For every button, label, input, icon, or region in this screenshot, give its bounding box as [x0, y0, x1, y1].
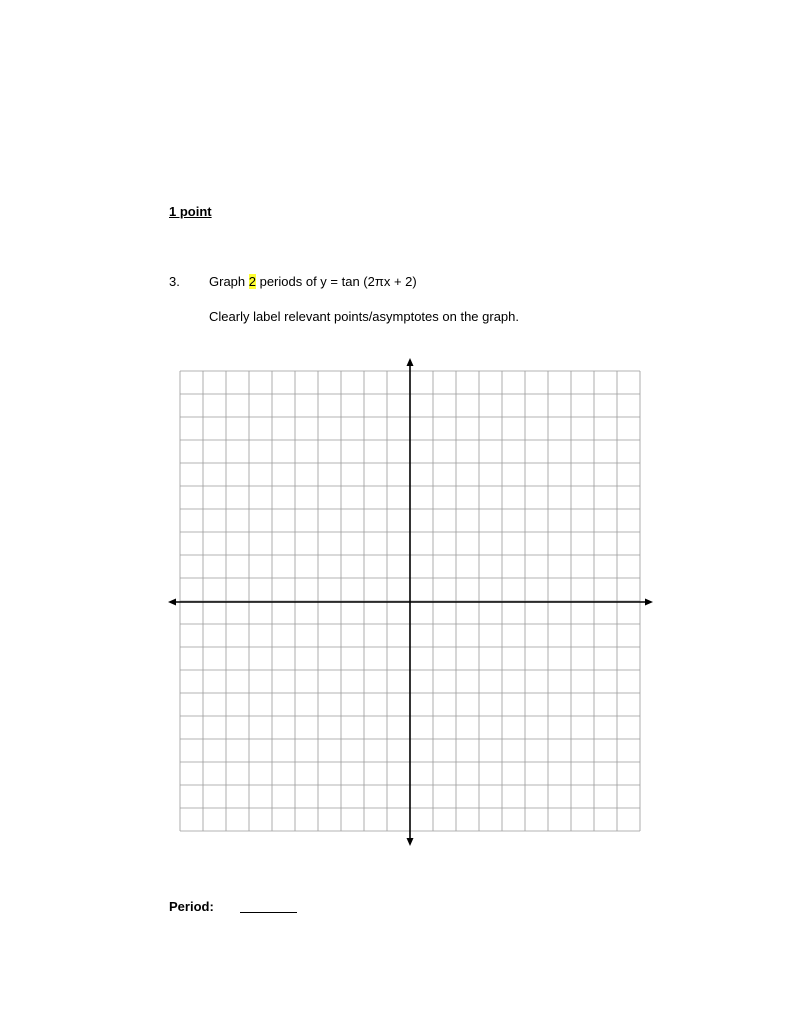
x-axis-left-arrow [168, 599, 176, 606]
period-answer-blank[interactable] [240, 912, 297, 913]
question-number: 3. [169, 274, 180, 289]
points-label: 1 point [169, 204, 212, 219]
highlighted-count: 2 [248, 274, 256, 289]
x-axis-right-arrow [645, 599, 653, 606]
question-prefix: Graph [209, 274, 249, 289]
y-axis-down-arrow [407, 838, 414, 846]
y-axis-up-arrow [407, 358, 414, 366]
question-instruction: Clearly label relevant points/asymptotes on the graph. [209, 309, 520, 324]
period-label: Period: [169, 899, 214, 914]
question-suffix: periods of y = tan (2πx + 2) [255, 274, 417, 289]
coordinate-grid[interactable] [160, 355, 660, 850]
question-text [209, 274, 417, 289]
